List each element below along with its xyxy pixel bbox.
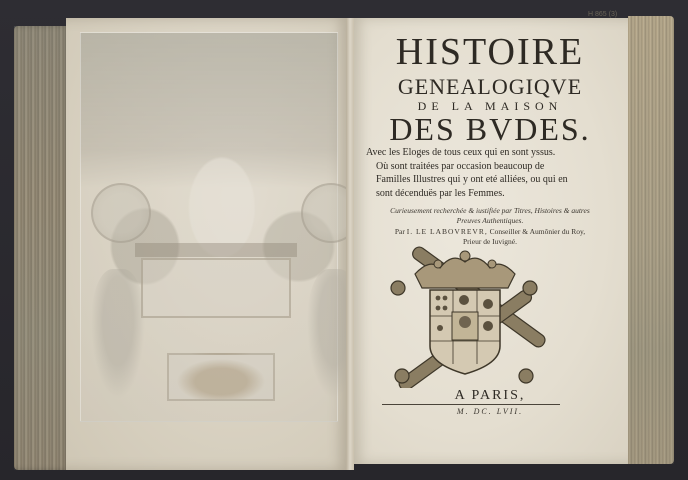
shelfmark: H 865 (3) (588, 11, 618, 18)
left-page-block-edge (14, 26, 70, 470)
italic-note (362, 206, 618, 226)
imprint-date: M. DC. LVII. (456, 407, 524, 416)
italic-line-2: Preuves Authentiques. (456, 216, 524, 225)
subtitle-line-4: sont décenduës par les Femmes. (376, 187, 505, 199)
subtitle-line-1: Avec les Eloges de tous ceux qui en sont yssus. (366, 147, 556, 158)
author-line-2: Prieur de Iuvigné. (463, 237, 517, 246)
subtitle-text (366, 146, 622, 200)
author-name: I. LE LABOVREVR, (406, 227, 488, 236)
title-line-3: DE LA MAISON (417, 99, 563, 113)
right-page-block-edge (628, 16, 674, 464)
title-line-2: GENEALOGIQVE (397, 74, 583, 99)
coat-of-arms-icon (380, 246, 550, 388)
relief-panel (167, 353, 275, 401)
left-page (66, 18, 350, 470)
author-role: Conseiller & Aumônier du Roy, (489, 227, 586, 236)
title-line-4: DES BVDES. (389, 111, 591, 147)
subtitle-line-2: Où sont traitées par occasion beaucoup de (376, 160, 545, 172)
tomb-lid (135, 243, 297, 257)
italic-line-1: Curieusement recherchée & iustifiée par Titres, Histoires & autres (390, 206, 590, 215)
imprint-rule (382, 404, 560, 405)
tomb-sarcophagus (141, 258, 291, 318)
subtitle-line-3: Familles Illustres qui y ont eté alliées, ou qui en (376, 174, 568, 185)
author-block (362, 227, 618, 247)
imprint-place: A PARIS, (454, 388, 526, 403)
medallion-left (91, 183, 151, 243)
author-prefix: Par (394, 227, 405, 236)
frontispiece-engraving (80, 32, 338, 422)
title-line-1: HISTOIRE (395, 31, 585, 73)
mourning-figure-left (91, 269, 145, 399)
